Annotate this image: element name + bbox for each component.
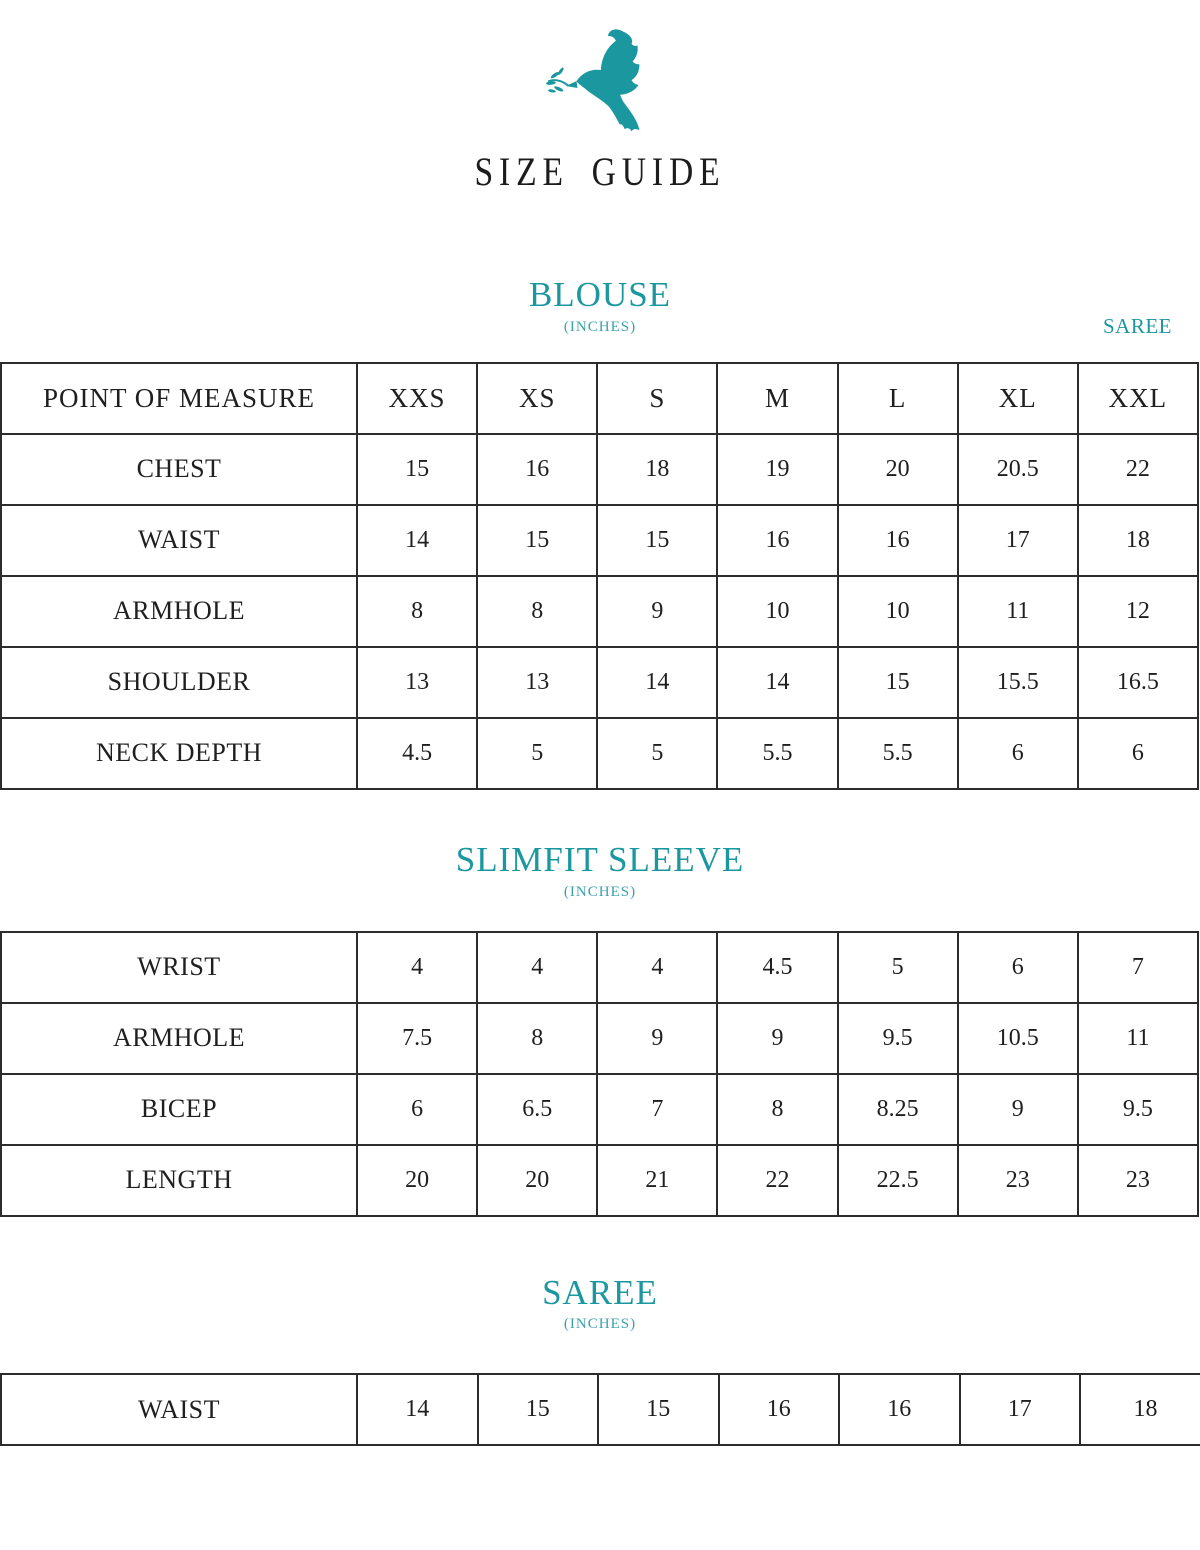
measure-value-cell: 20 xyxy=(477,1145,597,1216)
measure-value-cell: 4.5 xyxy=(357,718,477,789)
measure-value-cell: 20 xyxy=(357,1145,477,1216)
measure-row xyxy=(1,1145,1198,1216)
measure-value-cell: 4 xyxy=(357,932,477,1003)
size-header-cell: XS xyxy=(477,363,597,434)
section-slimfit-heading xyxy=(0,839,1200,901)
measure-value-cell: 22 xyxy=(1078,434,1198,505)
point-of-measure-header-cell: POINT OF MEASURE xyxy=(1,363,357,434)
measure-value-cell: 13 xyxy=(477,647,597,718)
measure-value-cell: 5.5 xyxy=(717,718,837,789)
measure-row xyxy=(1,505,1198,576)
measure-value-cell: 8.25 xyxy=(838,1074,958,1145)
section-subtitle: (INCHES) xyxy=(563,1316,637,1333)
measure-value-cell: 22 xyxy=(717,1145,837,1216)
size-header-cell: L xyxy=(838,363,958,434)
section-title: SAREE xyxy=(542,1272,658,1312)
measure-value-cell: 5.5 xyxy=(838,718,958,789)
measure-value-cell: 19 xyxy=(717,434,837,505)
measure-value-cell: 7 xyxy=(1078,932,1198,1003)
saree-side-label: SAREE xyxy=(1102,314,1172,338)
measure-value-cell: 5 xyxy=(597,718,717,789)
blouse-table xyxy=(0,362,1200,790)
size-header-cell: XXS xyxy=(357,363,477,434)
measure-value-cell: 14 xyxy=(357,1374,478,1445)
size-header-cell: S xyxy=(597,363,717,434)
measure-value-cell: 6 xyxy=(958,718,1078,789)
measure-value-cell: 22.5 xyxy=(838,1145,958,1216)
measure-value-cell: 9 xyxy=(597,576,717,647)
measure-value-cell: 10 xyxy=(838,576,958,647)
size-header-cell: XL xyxy=(958,363,1078,434)
measure-value-cell: 4.5 xyxy=(717,932,837,1003)
measure-value-cell: 13 xyxy=(357,647,477,718)
section-slimfit-sleeve xyxy=(0,839,1200,1217)
measure-label-cell: LENGTH xyxy=(1,1145,357,1216)
measure-row xyxy=(1,1374,1200,1445)
measure-value-cell: 5 xyxy=(477,718,597,789)
measure-value-cell: 16 xyxy=(838,505,958,576)
logo-title: SIZE GUIDE xyxy=(474,149,726,194)
section-title: SLIMFIT SLEEVE xyxy=(455,839,745,879)
measure-value-cell: 17 xyxy=(958,505,1078,576)
measure-value-cell: 4 xyxy=(597,932,717,1003)
size-header-row xyxy=(1,363,1198,434)
measure-value-cell: 15 xyxy=(478,1374,599,1445)
measure-value-cell: 18 xyxy=(1080,1374,1200,1445)
measure-value-cell: 16 xyxy=(839,1374,960,1445)
measure-value-cell: 12 xyxy=(1078,576,1198,647)
measure-row xyxy=(1,718,1198,789)
section-subtitle: (INCHES) xyxy=(563,883,637,900)
measure-value-cell: 6.5 xyxy=(477,1074,597,1145)
measure-value-cell: 14 xyxy=(357,505,477,576)
measure-value-cell: 6 xyxy=(1078,718,1198,789)
measure-value-cell: 10.5 xyxy=(958,1003,1078,1074)
measure-value-cell: 4 xyxy=(477,932,597,1003)
measure-value-cell: 8 xyxy=(357,576,477,647)
measure-label-cell: WRIST xyxy=(1,932,357,1003)
measure-value-cell: 7.5 xyxy=(357,1003,477,1074)
measure-label-cell: ARMHOLE xyxy=(1,1003,357,1074)
measure-value-cell: 15 xyxy=(597,505,717,576)
measure-value-cell: 20 xyxy=(838,434,958,505)
measure-value-cell: 9 xyxy=(958,1074,1078,1145)
measure-value-cell: 15 xyxy=(357,434,477,505)
section-blouse xyxy=(0,277,1200,790)
measure-value-cell: 17 xyxy=(960,1374,1081,1445)
measure-value-cell: 21 xyxy=(597,1145,717,1216)
size-header-cell: M xyxy=(717,363,837,434)
measure-value-cell: 14 xyxy=(717,647,837,718)
section-saree xyxy=(0,1272,1200,1447)
measure-label-cell: ARMHOLE xyxy=(1,576,357,647)
measure-row xyxy=(1,434,1198,505)
measure-value-cell: 9 xyxy=(597,1003,717,1074)
slimfit-sleeve-table-grid xyxy=(0,931,1199,1217)
section-title: BLOUSE xyxy=(528,275,672,314)
dove-olive-branch-icon xyxy=(540,26,672,144)
saree-table xyxy=(0,1373,1200,1446)
measure-value-cell: 5 xyxy=(838,932,958,1003)
measure-value-cell: 9.5 xyxy=(838,1003,958,1074)
measure-label-cell: CHEST xyxy=(1,434,357,505)
measure-value-cell: 8 xyxy=(477,576,597,647)
measure-value-cell: 8 xyxy=(717,1074,837,1145)
measure-value-cell: 8 xyxy=(477,1003,597,1074)
measure-value-cell: 15 xyxy=(598,1374,719,1445)
measure-value-cell: 18 xyxy=(597,434,717,505)
measure-label-cell: WAIST xyxy=(1,1374,357,1445)
measure-label-cell: NECK DEPTH xyxy=(1,718,357,789)
section-saree-heading xyxy=(0,1272,1200,1334)
measure-value-cell: 14 xyxy=(597,647,717,718)
measure-value-cell: 16 xyxy=(717,505,837,576)
measure-row xyxy=(1,647,1198,718)
logo xyxy=(0,0,1200,195)
measure-row xyxy=(1,932,1198,1003)
saree-table-grid xyxy=(0,1373,1200,1446)
section-blouse-heading xyxy=(0,277,1200,336)
measure-value-cell: 20.5 xyxy=(958,434,1078,505)
size-header-cell: XXL xyxy=(1078,363,1198,434)
measure-value-cell: 15.5 xyxy=(958,647,1078,718)
measure-value-cell: 10 xyxy=(717,576,837,647)
measure-label-cell: SHOULDER xyxy=(1,647,357,718)
measure-label-cell: BICEP xyxy=(1,1074,357,1145)
measure-value-cell: 18 xyxy=(1078,505,1198,576)
measure-value-cell: 23 xyxy=(958,1145,1078,1216)
measure-label-cell: WAIST xyxy=(1,505,357,576)
measure-value-cell: 9 xyxy=(717,1003,837,1074)
measure-value-cell: 9.5 xyxy=(1078,1074,1198,1145)
measure-row xyxy=(1,1074,1198,1145)
measure-value-cell: 11 xyxy=(1078,1003,1198,1074)
slimfit-sleeve-table xyxy=(0,931,1200,1217)
measure-value-cell: 11 xyxy=(958,576,1078,647)
measure-value-cell: 16.5 xyxy=(1078,647,1198,718)
measure-row xyxy=(1,576,1198,647)
measure-value-cell: 15 xyxy=(477,505,597,576)
measure-value-cell: 16 xyxy=(719,1374,840,1445)
measure-value-cell: 6 xyxy=(958,932,1078,1003)
measure-value-cell: 23 xyxy=(1078,1145,1198,1216)
blouse-table-grid xyxy=(0,362,1199,790)
measure-value-cell: 16 xyxy=(477,434,597,505)
measure-value-cell: 6 xyxy=(357,1074,477,1145)
measure-value-cell: 15 xyxy=(838,647,958,718)
measure-value-cell: 7 xyxy=(597,1074,717,1145)
measure-row xyxy=(1,1003,1198,1074)
section-subtitle: (INCHES) xyxy=(563,318,637,335)
